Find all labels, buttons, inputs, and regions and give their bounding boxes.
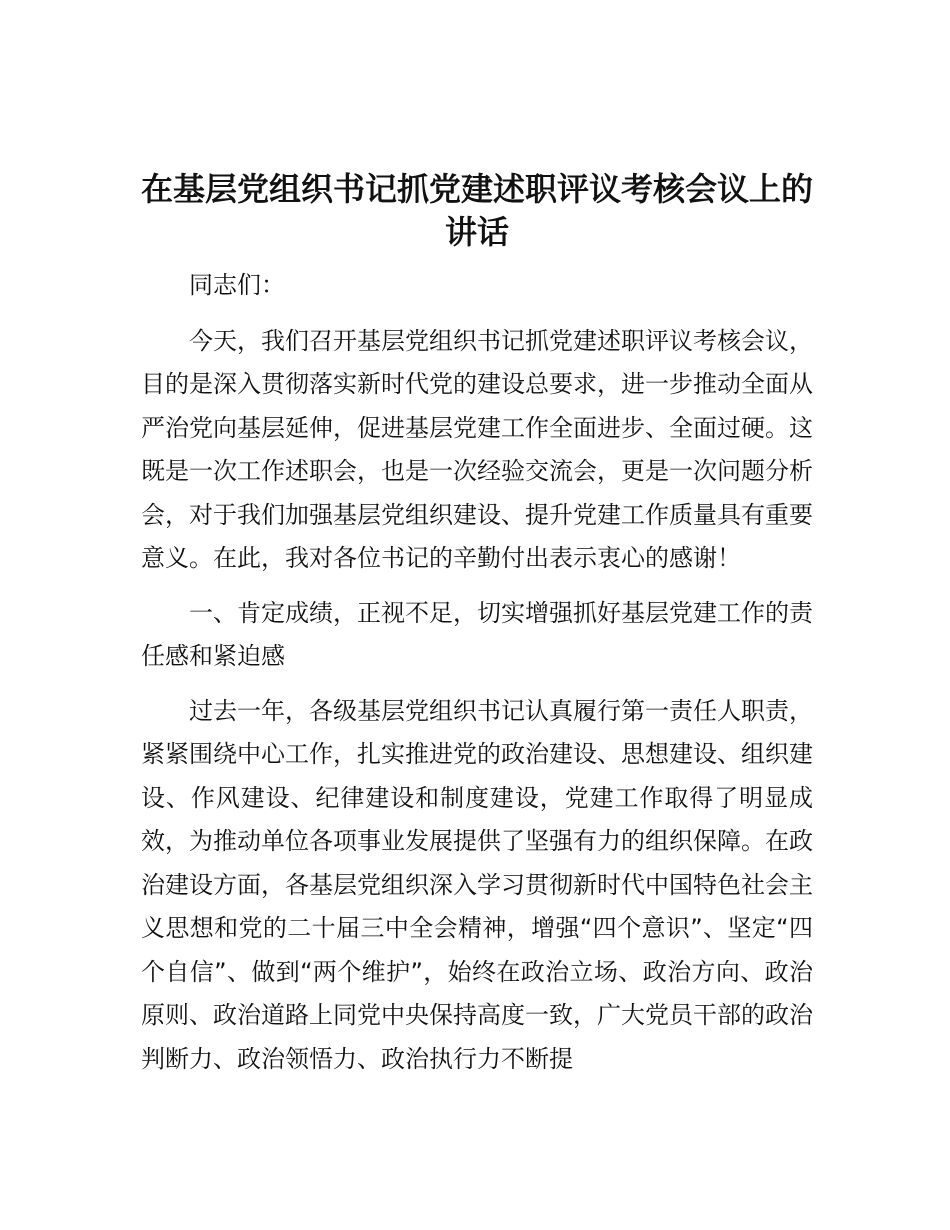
paragraph-intro: 今天，我们召开基层党组织书记抓党建述职评议考核会议，目的是深入贯彻落实新时代党的建设总要求，进一步推动全面从严治党向基层延伸，促进基层党建工作全面进步、全面过硬。这既是一次工作述职会，也是一次经验交流会，更是一次问题分析会，对于我们加强基层党组织建设、提升党建工作质量具有重要意义。在此，我对各位书记的辛勤付出表示衷心的感谢！ [141, 326, 813, 572]
document-title: 在基层党组织书记抓党建述职评议考核会议上的讲话 [141, 170, 814, 251]
document-page [141, 168, 813, 1081]
section-heading: 一、肯定成绩，正视不足，切实增强抓好基层党建工作的责任感和紧迫感 [141, 598, 813, 670]
paragraph-body: 过去一年，各级基层党组织书记认真履行第一责任人职责，紧紧围绕中心工作，扎实推进党的政治建设、思想建设、组织建设、作风建设、纪律建设和制度建设，党建工作取得了明显成效，为推动单位各项事业发展提供了坚强有力的组织保障。在政治建设方面，各基层党组织深入学习贯彻新时代中国特色社会主义思想和党的二十届三中全会精神，增强“四个意识”、坚定“四个自信”、做到“两个维护”，始终在政治立场、政治方向、政治原则、政治道路上同党中央保持高度一致，广大党员干部的政治判断力、政治领悟力、政治执行力不断提 [141, 696, 813, 1073]
salutation: 同志们： [189, 271, 285, 299]
